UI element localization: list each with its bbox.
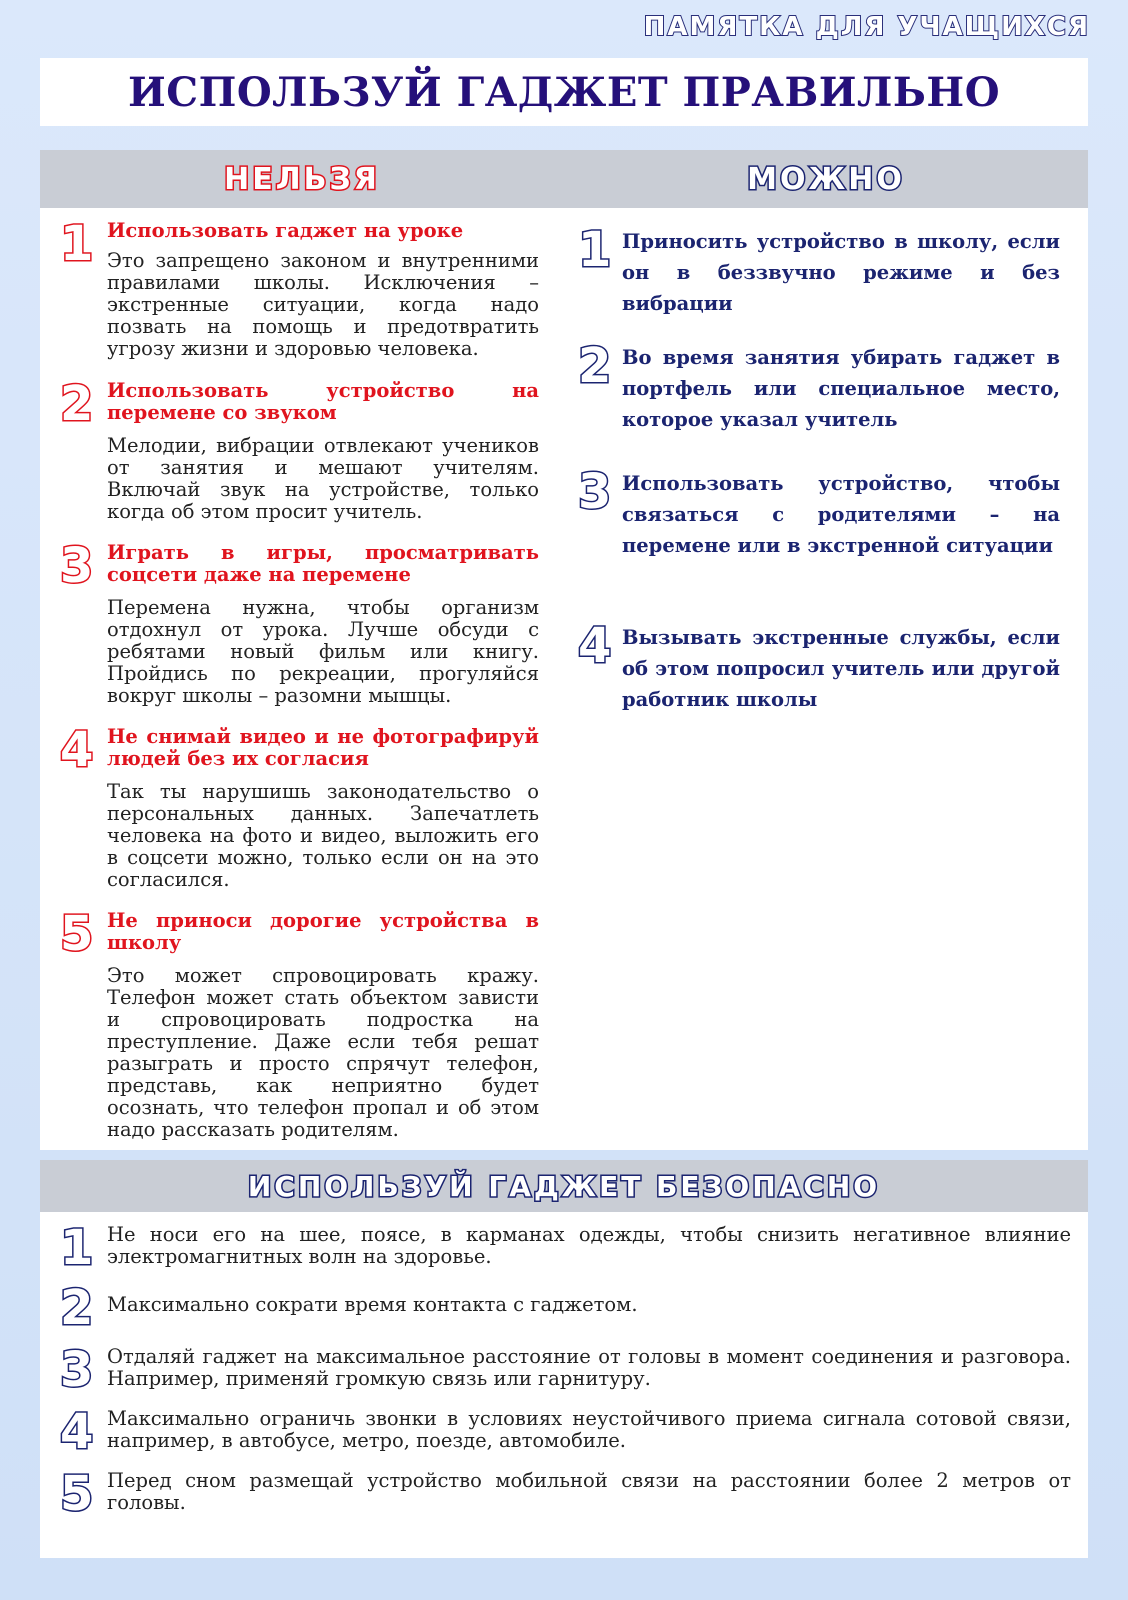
safe-use-section [40, 1212, 1088, 1558]
number-icon: 2 [60, 1280, 94, 1336]
forbidden-item-heading: Использовать гаджет на уроке [107, 219, 464, 242]
allowed-item-text: Приносить устройство в школу, если он в беззвучно режиме и без вибрации [622, 230, 1060, 315]
title-box [40, 58, 1088, 126]
allowed-item-text: Во время занятия убирать гаджет в портфель или специальное место, которое указал учитель [622, 346, 1060, 431]
safe-item-text: Максимально сократи время контакта с гаджетом. [107, 1293, 638, 1316]
allowed-item-text: Использовать устройство, чтобы связаться с родителями – на перемене или в экстренной ситуации [622, 472, 1060, 557]
number-icon: 1 [578, 222, 612, 278]
number-icon: 3 [60, 538, 94, 594]
safe-item-text: Перед сном размещай устройство мобильной связи на расстоянии более 2 метров от головы. [107, 1469, 1071, 1514]
number-icon: 5 [60, 1466, 94, 1522]
forbidden-item-heading: Не снимай видео и не фотографируй людей без их согласия [107, 725, 539, 770]
number-icon: 5 [60, 906, 94, 962]
allowed-item-text: Вызывать экстренные службы, если об этом попросил учитель или другой работник школы [622, 626, 1060, 711]
number-icon: 2 [60, 376, 94, 432]
forbidden-item-description: Мелодии, вибрации отвлекают учеников от занятия и мешают учителям. Включай звук на устройстве, только когда об этом просит учитель. [107, 434, 539, 523]
number-icon: 4 [60, 722, 94, 778]
forbidden-item-description: Так ты нарушишь законодательство о персональных данных. Запечатлеть человека на фото и видео, выложить его в соцсети можно, только если он на это согласился. [107, 780, 539, 891]
forbidden-item-heading: Использовать устройство на перемене со звуком [107, 379, 539, 424]
number-icon: 1 [60, 1220, 94, 1276]
number-icon: 3 [578, 464, 612, 520]
forbidden-item-description: Это запрещено законом и внутренними правилами школы. Исключения – экстренные ситуации, когда надо позвать на помощь и предотвратить угрозу жизни и здоровью человека. [107, 249, 539, 360]
safe-use-header: ИСПОЛЬЗУЙ ГАДЖЕТ БЕЗОПАСНО [40, 1160, 1088, 1212]
forbidden-header: НЕЛЬЗЯ [40, 150, 564, 208]
number-icon: 3 [60, 1342, 94, 1398]
forbidden-item-description: Это может спровоцировать кражу. Телефон может стать объектом зависти и спровоцировать подростка на преступление. Даже если тебя решат разыграть и просто спрячут телефон, представь, как неприятно будет осознать, что телефон пропал и об этом надо рассказать родителям. [107, 964, 539, 1141]
safe-item-text: Отдаляй гаджет на максимальное расстояние от головы в момент соединения и разговора. Например, применяй громкую связь или гарнитуру. [107, 1345, 1071, 1390]
memo-label: ПАМЯТКА ДЛЯ УЧАЩИХСЯ [643, 12, 1090, 42]
forbidden-item-heading: Не приноси дорогие устройства в школу [107, 909, 539, 954]
safe-item-text: Максимально ограничь звонки в условиях неустойчивого приема сигнала сотовой связи, например, в автобусе, метро, поезде, автомобиле. [107, 1407, 1071, 1452]
number-icon: 1 [60, 216, 94, 272]
safe-item-text: Не носи его на шее, поясе, в карманах одежды, чтобы снизить негативное влияние электромагнитных волн на здоровье. [107, 1223, 1071, 1268]
rules-section [40, 150, 1088, 1150]
allowed-header: МОЖНО [564, 150, 1088, 208]
number-icon: 4 [578, 618, 612, 674]
forbidden-item-heading: Играть в игры, просматривать соцсети даже на перемене [107, 541, 539, 586]
number-icon: 2 [578, 338, 612, 394]
number-icon: 4 [60, 1404, 94, 1460]
page-title: ИСПОЛЬЗУЙ ГАДЖЕТ ПРАВИЛЬНО [127, 68, 1001, 116]
forbidden-item-description: Перемена нужна, чтобы организм отдохнул от урока. Лучше обсуди с ребятами новый фильм или книгу. Пройдись по рекреации, прогуляйся вокруг школы – разомни мышцы. [107, 596, 539, 707]
